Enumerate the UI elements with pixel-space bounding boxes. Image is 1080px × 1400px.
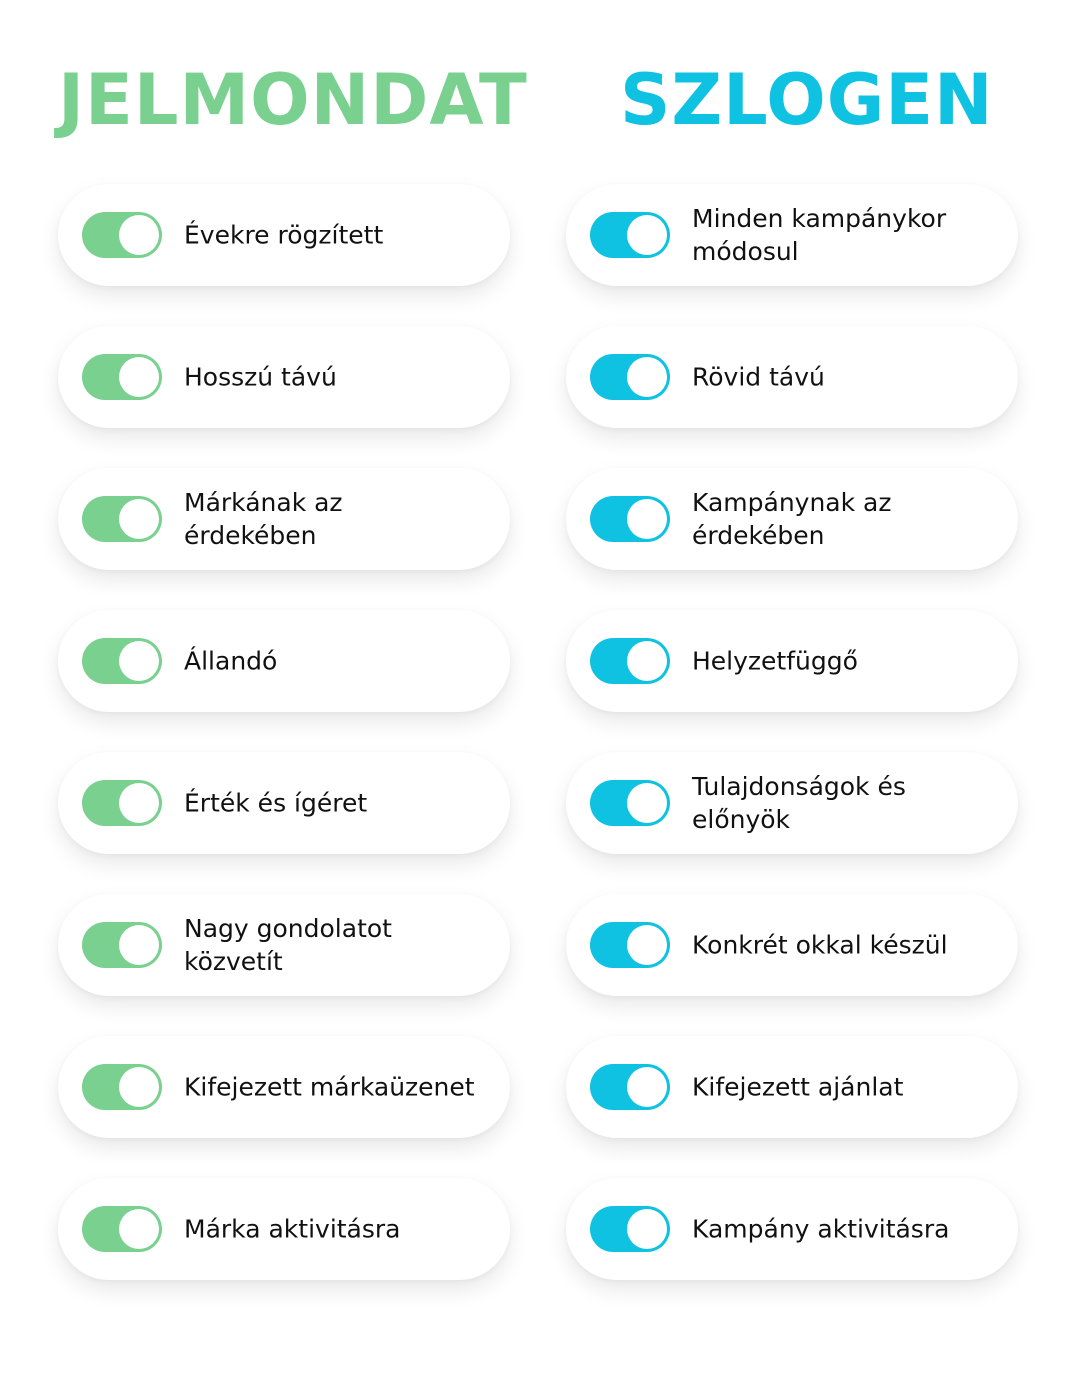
toggle-switch[interactable] xyxy=(82,496,162,542)
szlogen-item-8 xyxy=(566,1178,1018,1280)
jelmondat-title: JELMONDAT xyxy=(58,59,528,141)
toggle-knob xyxy=(119,215,159,255)
item-label: Állandó xyxy=(184,646,278,676)
toggle-switch[interactable] xyxy=(590,212,670,258)
toggle-knob xyxy=(627,357,667,397)
jelmondat-item-2 xyxy=(58,326,510,428)
jelmondat-item-4 xyxy=(58,610,510,712)
toggle-knob xyxy=(119,499,159,539)
szlogen-item-4 xyxy=(566,610,1018,712)
toggle-switch[interactable] xyxy=(82,780,162,826)
toggle-knob xyxy=(627,925,667,965)
toggle-switch[interactable] xyxy=(82,922,162,968)
toggle-knob xyxy=(627,783,667,823)
toggle-knob xyxy=(119,357,159,397)
item-label: Kampánynak az érdekében xyxy=(692,488,892,550)
item-label: Rövid távú xyxy=(692,362,825,392)
item-label: Márkának az érdekében xyxy=(184,488,343,550)
toggle-switch[interactable] xyxy=(590,496,670,542)
szlogen-item-7 xyxy=(566,1036,1018,1138)
szlogen-item-5 xyxy=(566,752,1018,854)
item-label: Érték és ígéret xyxy=(184,788,368,818)
toggle-knob xyxy=(627,1067,667,1107)
toggle-switch[interactable] xyxy=(82,212,162,258)
item-label: Évekre rögzített xyxy=(184,220,384,250)
toggle-switch[interactable] xyxy=(82,638,162,684)
toggle-switch[interactable] xyxy=(590,1064,670,1110)
jelmondat-item-1 xyxy=(58,184,510,286)
item-label: Kifejezett márkaüzenet xyxy=(184,1072,475,1102)
toggle-switch[interactable] xyxy=(82,1206,162,1252)
item-label: Nagy gondolatot közvetít xyxy=(184,914,392,976)
szlogen-item-3 xyxy=(566,468,1018,570)
toggle-switch[interactable] xyxy=(590,354,670,400)
toggle-switch[interactable] xyxy=(590,1206,670,1252)
jelmondat-item-7 xyxy=(58,1036,510,1138)
item-label: Hosszú távú xyxy=(184,362,337,392)
item-label: Helyzetfüggő xyxy=(692,646,858,676)
toggle-knob xyxy=(119,783,159,823)
item-label: Márka aktivitásra xyxy=(184,1214,401,1244)
toggle-switch[interactable] xyxy=(590,780,670,826)
jelmondat-item-8 xyxy=(58,1178,510,1280)
toggle-knob xyxy=(627,641,667,681)
szlogen-title: SZLOGEN xyxy=(620,59,994,141)
toggle-knob xyxy=(627,1209,667,1249)
jelmondat-item-6 xyxy=(58,894,510,996)
item-label: Minden kampánykor módosul xyxy=(692,204,947,266)
item-label: Tulajdonságok és előnyök xyxy=(692,772,906,834)
szlogen-item-2 xyxy=(566,326,1018,428)
toggle-switch[interactable] xyxy=(590,638,670,684)
item-label: Konkrét okkal készül xyxy=(692,930,948,960)
szlogen-item-6 xyxy=(566,894,1018,996)
toggle-switch[interactable] xyxy=(82,1064,162,1110)
toggle-knob xyxy=(627,215,667,255)
item-label: Kifejezett ajánlat xyxy=(692,1072,904,1102)
toggle-knob xyxy=(119,1209,159,1249)
toggle-knob xyxy=(119,925,159,965)
toggle-knob xyxy=(627,499,667,539)
jelmondat-item-3 xyxy=(58,468,510,570)
toggle-knob xyxy=(119,1067,159,1107)
toggle-knob xyxy=(119,641,159,681)
jelmondat-item-5 xyxy=(58,752,510,854)
szlogen-item-1 xyxy=(566,184,1018,286)
item-label: Kampány aktivitásra xyxy=(692,1214,950,1244)
toggle-switch[interactable] xyxy=(590,922,670,968)
toggle-switch[interactable] xyxy=(82,354,162,400)
